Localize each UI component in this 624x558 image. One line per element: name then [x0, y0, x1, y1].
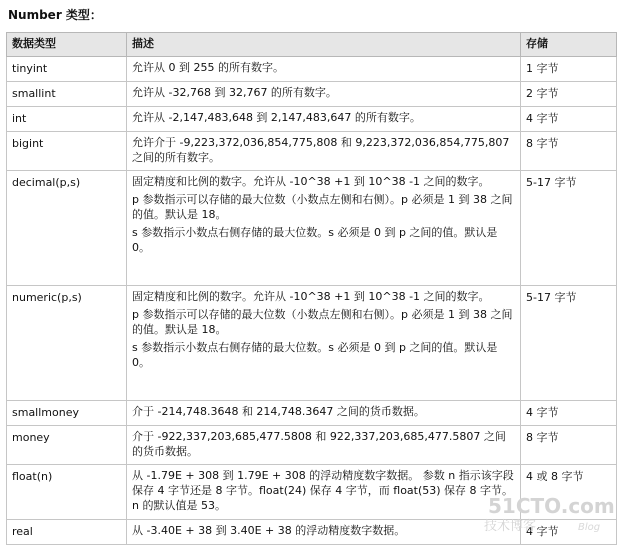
data-type-cell: tinyint — [7, 57, 127, 82]
watermark-blog: Blog — [578, 522, 601, 533]
description-cell — [127, 171, 521, 286]
table-row — [7, 286, 617, 401]
description-cell — [127, 520, 521, 545]
table-row — [7, 132, 617, 171]
description-cell — [127, 465, 521, 520]
table-row — [7, 57, 617, 82]
storage-cell: 2 字节 — [521, 82, 617, 107]
table-row — [7, 171, 617, 286]
table-header-row — [7, 33, 617, 57]
data-type-cell: bigint — [7, 132, 127, 171]
description-paragraph: 从 -3.40E + 38 到 3.40E + 38 的浮动精度数字数据。 — [132, 524, 406, 537]
description-paragraph: s 参数指示小数点右侧存储的最大位数。s 必须是 0 到 p 之间的值。默认是 0。 — [132, 226, 498, 254]
table-row — [7, 426, 617, 465]
data-type-cell: int — [7, 107, 127, 132]
number-types-table — [6, 32, 617, 545]
description-paragraph: p 参数指示可以存储的最大位数（小数点左侧和右侧）。p 必须是 1 到 38 之间的值。默认是 18。 — [132, 193, 513, 221]
watermark-logo: 51CTO.com — [488, 494, 615, 518]
table-row — [7, 401, 617, 426]
storage-cell: 4 字节 — [521, 520, 617, 545]
section-title: Number 类型： — [8, 8, 102, 22]
description-paragraph: s 参数指示小数点右侧存储的最大位数。s 必须是 0 到 p 之间的值。默认是 0。 — [132, 341, 498, 369]
description-cell — [127, 401, 521, 426]
description-paragraph: 介于 -214,748.3648 和 214,748.3647 之间的货币数据。 — [132, 405, 425, 418]
header-storage: 存储 — [521, 33, 617, 57]
description-cell — [127, 57, 521, 82]
table-row — [7, 82, 617, 107]
table-row — [7, 107, 617, 132]
storage-cell: 4 字节 — [521, 401, 617, 426]
description-cell — [127, 286, 521, 401]
data-type-cell: smallmoney — [7, 401, 127, 426]
storage-cell: 1 字节 — [521, 57, 617, 82]
storage-cell: 5-17 字节 — [521, 171, 617, 286]
data-type-cell: money — [7, 426, 127, 465]
description-cell — [127, 132, 521, 171]
description-paragraph: p 参数指示可以存储的最大位数（小数点左侧和右侧）。p 必须是 1 到 38 之间的值。默认是 18。 — [132, 308, 513, 336]
storage-cell: 4 字节 — [521, 107, 617, 132]
description-paragraph: 固定精度和比例的数字。允许从 -10^38 +1 到 10^38 -1 之间的数字。 — [132, 290, 490, 303]
description-cell — [127, 82, 521, 107]
description-paragraph: 允许从 -32,768 到 32,767 的所有数字。 — [132, 86, 337, 99]
header-description: 描述 — [127, 33, 521, 57]
data-type-cell: decimal(p,s) — [7, 171, 127, 286]
description-paragraph: 固定精度和比例的数字。允许从 -10^38 +1 到 10^38 -1 之间的数字。 — [132, 175, 490, 188]
storage-cell: 8 字节 — [521, 426, 617, 465]
description-paragraph: 允许从 0 到 255 的所有数字。 — [132, 61, 284, 74]
storage-cell: 5-17 字节 — [521, 286, 617, 401]
storage-cell: 4 或 8 字节 — [521, 465, 617, 520]
description-paragraph: 介于 -922,337,203,685,477.5808 和 922,337,203,685,477.5807 之间的货币数据。 — [132, 430, 506, 458]
description-cell — [127, 426, 521, 465]
watermark-subtitle: 技术博客 — [484, 519, 537, 534]
data-type-cell: real — [7, 520, 127, 545]
description-paragraph: 允许从 -2,147,483,648 到 2,147,483,647 的所有数字。 — [132, 111, 421, 124]
description-paragraph: 从 -1.79E + 308 到 1.79E + 308 的浮动精度数字数据。 参数 n 指示该字段保存 4 字节还是 8 字节。float(24) 保存 4 字节，而 float(53) 保存 8 字节。n 的默认值是 53。 — [132, 469, 514, 512]
description-paragraph: 允许介于 -9,223,372,036,854,775,808 和 9,223,372,036,854,775,807 之间的所有数字。 — [132, 136, 510, 164]
description-cell — [127, 107, 521, 132]
data-type-cell: float(n) — [7, 465, 127, 520]
data-type-cell: smallint — [7, 82, 127, 107]
storage-cell: 8 字节 — [521, 132, 617, 171]
header-data-type: 数据类型 — [7, 33, 127, 57]
data-type-cell: numeric(p,s) — [7, 286, 127, 401]
